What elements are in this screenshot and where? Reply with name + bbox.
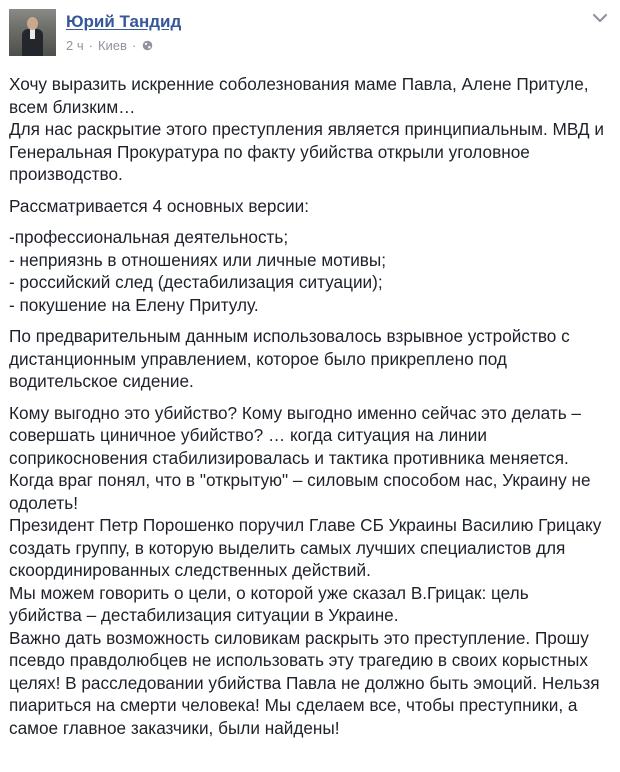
chevron-down-icon[interactable] — [592, 12, 608, 24]
avatar-figure-shirt — [30, 29, 35, 39]
avatar-figure-head — [27, 17, 38, 30]
post-timestamp[interactable]: 2 ч — [66, 38, 84, 53]
avatar[interactable] — [9, 9, 56, 56]
meta-separator: · — [88, 38, 93, 53]
post-paragraph: Хочу выразить искренние соболезнования маме Павла, Алене Притуле, всем близким… Для нас раскрытие этого преступления является принципиальным. МВД и Генеральная Прокуратура по факту убийства открыли уголовное производство. — [9, 74, 604, 184]
post-paragraph: По предварительным данным использовалось взрывное устройство с дистанционным управлением, которое было прикреплено под водительское сидение. — [9, 326, 570, 391]
post-paragraph: Рассматривается 4 основных версии: — [9, 195, 310, 216]
post-paragraph: Кому выгодно это убийство? Кому выгодно именно сейчас это делать – совершать циничное убийство? … когда ситуация на линии соприкосновения стабилизировалась и тактика противника меняется. Когда враг понял, что в "открытую" – силовым способом нас, Украину не одолеть! Президент Петр Порошенко поручил Главе СБ Украины Василию Грицаку создать группу, в которую выделить самых лучших специалистов для скоординированных следственных действий. Мы можем говорить о цели, о которой уже сказал В.Грицак: цель убийства – дестабилизация ситуации в Украине. Важно дать возможность силовикам раскрыть это преступление. Прошу псевдо правдолюбцев не использовать эту трагедию в своих корыстных целях! В расследовании убийства Павла не должно быть эмоций. Нельзя пиариться на смерти человека! Мы сделаем все, чтобы преступники, а самое главное заказчики, были найдены! — [9, 402, 602, 738]
post-paragraph: -профессиональная деятельность; - неприязнь в отношениях или личные мотивы; - российский след (дестабилизация ситуации); - покушение на Елену Притулу. — [9, 227, 387, 315]
post-location[interactable]: Киев — [97, 38, 127, 53]
globe-icon[interactable] — [142, 40, 153, 51]
post-meta — [66, 38, 153, 53]
post-text — [9, 73, 609, 739]
author-name-link[interactable]: Юрий Тандид — [66, 12, 182, 31]
meta-separator: · — [131, 38, 137, 53]
